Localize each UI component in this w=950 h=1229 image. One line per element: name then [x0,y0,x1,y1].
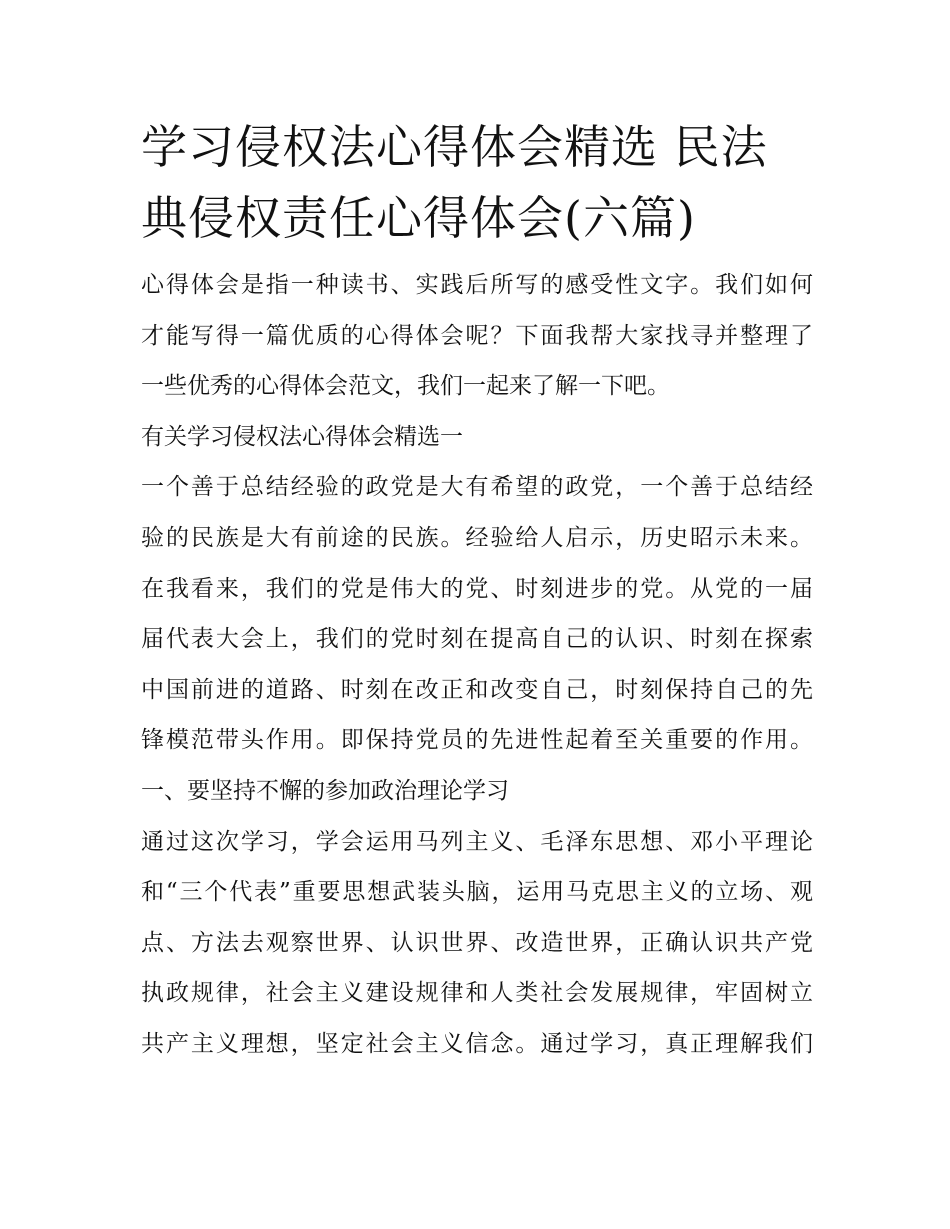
body-line: 届代表大会上，我们的党时刻在提高自己的认识、时刻在探索 [141,626,813,653]
section-heading: 有关学习侵权法心得体会精选一 [141,423,463,450]
body-line: 执政规律，社会主义建设规律和人类社会发展规律，牢固树立 [141,980,813,1007]
body-line: 锋模范带头作用。即保持党员的先进性起着至关重要的作用。 [141,727,813,754]
document-page [141,112,813,1070]
title-line-1: 学习侵权法心得体会精选 民法 [141,120,768,174]
body-line: 共产主义理想，坚定社会主义信念。通过学习，真正理解我们 [141,1030,813,1057]
document-title [141,112,813,254]
body-line: 和“三个代表”重要思想武装头脑，运用马克思主义的立场、观 [141,879,813,906]
body-line: 一些优秀的心得体会范文，我们一起来了解一下吧。 [141,373,670,400]
body-line: 通过这次学习，学会运用马列主义、毛泽东思想、邓小平理论 [141,828,813,855]
body-line: 在我看来，我们的党是伟大的党、时刻进步的党。从党的一届 [141,575,813,602]
title-line-2: 典侵权责任心得体会(六篇) [141,191,696,245]
body-line: 心得体会是指一种读书、实践后所写的感受性文字。我们如何 [141,272,813,298]
body-line: 验的民族是大有前途的民族。经验给人启示，历史昭示未来。 [141,524,813,551]
section-heading: 一、要坚持不懈的参加政治理论学习 [141,777,509,804]
body-line: 点、方法去观察世界、认识世界、改造世界，正确认识共产党 [141,929,813,956]
body-line: 一个善于总结经验的政党是大有希望的政党，一个善于总结经 [141,474,813,501]
body-line: 才能写得一篇优质的心得体会呢？下面我帮大家找寻并整理了 [141,322,813,349]
document-body [141,260,813,1070]
body-line: 中国前进的道路、时刻在改正和改变自己，时刻保持自己的先 [141,676,813,703]
